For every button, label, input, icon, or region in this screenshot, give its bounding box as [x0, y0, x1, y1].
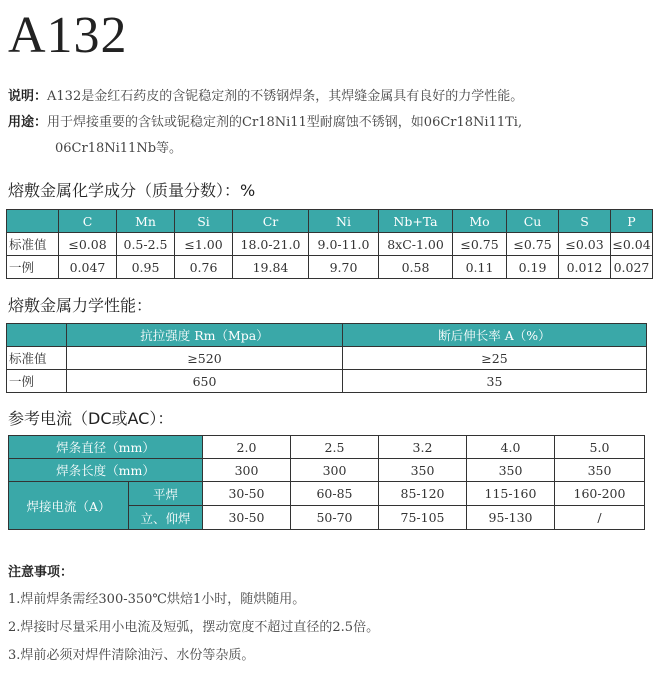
current-heading: 参考电流（DC或AC）： — [8, 409, 174, 428]
mech-table — [6, 323, 647, 393]
mech-header-cell: 抗拉强度 Rm（Mpa） — [67, 324, 343, 347]
notes-title: 注意事项： — [8, 565, 74, 580]
current-table — [8, 435, 645, 530]
chem-header-cell: Nb+Ta — [379, 210, 453, 233]
description-label: 说明： — [8, 89, 48, 104]
note-item: 1.焊前焊条需经300-350℃烘焙1小时，随烘随用。 — [8, 592, 306, 607]
table-cell: ≤0.75 — [453, 233, 507, 256]
table-cell: 18.0-21.0 — [233, 233, 309, 256]
table-cell: 2.5 — [291, 436, 379, 459]
table-cell: 19.84 — [233, 256, 309, 279]
table-cell: 0.76 — [175, 256, 233, 279]
table-cell: ≤0.75 — [507, 233, 559, 256]
table-row — [7, 256, 653, 279]
chem-header-cell: Ni — [309, 210, 379, 233]
current-label: 焊接电流（A） — [9, 482, 129, 530]
table-cell: 75-105 — [379, 506, 467, 530]
table-cell: 0.95 — [117, 256, 175, 279]
table-cell: 350 — [555, 459, 645, 482]
table-cell: ≤1.00 — [175, 233, 233, 256]
description-text: A132是金红石药皮的含铌稳定剂的不锈钢焊条，其焊缝金属具有良好的力学性能。 — [47, 89, 524, 104]
table-cell: 115-160 — [467, 482, 555, 506]
table-cell: / — [555, 506, 645, 530]
note-item: 3.焊前必须对焊件清除油污、水份等杂质。 — [8, 648, 255, 663]
table-cell: 0.19 — [507, 256, 559, 279]
chem-header-cell: C — [59, 210, 117, 233]
table-cell: 4.0 — [467, 436, 555, 459]
diameter-label: 焊条直径（mm） — [9, 436, 203, 459]
chem-header-cell: S — [559, 210, 611, 233]
table-row — [9, 436, 645, 459]
table-cell: 30-50 — [203, 482, 291, 506]
chem-header-cell: Cr — [233, 210, 309, 233]
chem-header-cell: Si — [175, 210, 233, 233]
usage — [8, 114, 522, 132]
mech-header-cell — [7, 324, 67, 347]
table-cell: 95-130 — [467, 506, 555, 530]
chem-table — [6, 209, 653, 279]
table-row — [9, 459, 645, 482]
table-cell: ≥520 — [67, 347, 343, 370]
chem-header-row — [7, 210, 653, 233]
table-cell: ≤0.04 — [611, 233, 653, 256]
chem-header-cell: Mn — [117, 210, 175, 233]
table-cell: 85-120 — [379, 482, 467, 506]
table-cell: 60-85 — [291, 482, 379, 506]
table-cell: 0.012 — [559, 256, 611, 279]
table-cell: ≥25 — [343, 347, 647, 370]
table-cell: ≤0.03 — [559, 233, 611, 256]
table-cell: 0.11 — [453, 256, 507, 279]
chem-header-cell: Cu — [507, 210, 559, 233]
table-cell: 3.2 — [379, 436, 467, 459]
table-cell: 0.047 — [59, 256, 117, 279]
usage-text-line2: 06Cr18Ni11Nb等。 — [55, 141, 183, 156]
product-title: A132 — [8, 7, 128, 64]
table-cell: ≤0.08 — [59, 233, 117, 256]
length-label: 焊条长度（mm） — [9, 459, 203, 482]
table-cell: 300 — [291, 459, 379, 482]
table-cell: 160-200 — [555, 482, 645, 506]
table-cell: 0.5-2.5 — [117, 233, 175, 256]
row-label: 一例 — [7, 256, 59, 279]
flat-label: 平焊 — [129, 482, 203, 506]
description — [8, 88, 523, 106]
table-cell: 9.0-11.0 — [309, 233, 379, 256]
table-cell: 650 — [67, 370, 343, 393]
table-cell: 50-70 — [291, 506, 379, 530]
table-row — [7, 370, 647, 393]
table-cell: 0.027 — [611, 256, 653, 279]
row-label: 标准值 — [7, 233, 59, 256]
row-label: 一例 — [7, 370, 67, 393]
table-cell: 30-50 — [203, 506, 291, 530]
usage-label: 用途： — [8, 115, 48, 130]
chem-header-cell — [7, 210, 59, 233]
row-label: 标准值 — [7, 347, 67, 370]
table-row — [7, 233, 653, 256]
mech-heading: 熔敷金属力学性能： — [8, 296, 153, 315]
mech-header-cell: 断后伸长率 A（%） — [343, 324, 647, 347]
table-cell: 2.0 — [203, 436, 291, 459]
table-cell: 8xC-1.00 — [379, 233, 453, 256]
chem-header-cell: Mo — [453, 210, 507, 233]
table-row — [7, 347, 647, 370]
mech-header-row — [7, 324, 647, 347]
table-cell: 300 — [203, 459, 291, 482]
note-item: 2.焊接时尽量采用小电流及短弧，摆动宽度不超过直径的2.5倍。 — [8, 620, 380, 635]
vertical-label: 立、仰焊 — [129, 506, 203, 530]
table-cell: 9.70 — [309, 256, 379, 279]
table-cell: 0.58 — [379, 256, 453, 279]
table-cell: 350 — [379, 459, 467, 482]
table-cell: 350 — [467, 459, 555, 482]
table-row — [9, 482, 645, 506]
chem-heading: 熔敷金属化学成分（质量分数）：% — [8, 181, 256, 200]
usage-text-line1: 用于焊接重要的含钛或铌稳定剂的Cr18Ni11型耐腐蚀不锈钢，如06Cr18Ni11Ti, — [47, 115, 523, 130]
chem-header-cell: P — [611, 210, 653, 233]
table-cell: 35 — [343, 370, 647, 393]
table-cell: 5.0 — [555, 436, 645, 459]
